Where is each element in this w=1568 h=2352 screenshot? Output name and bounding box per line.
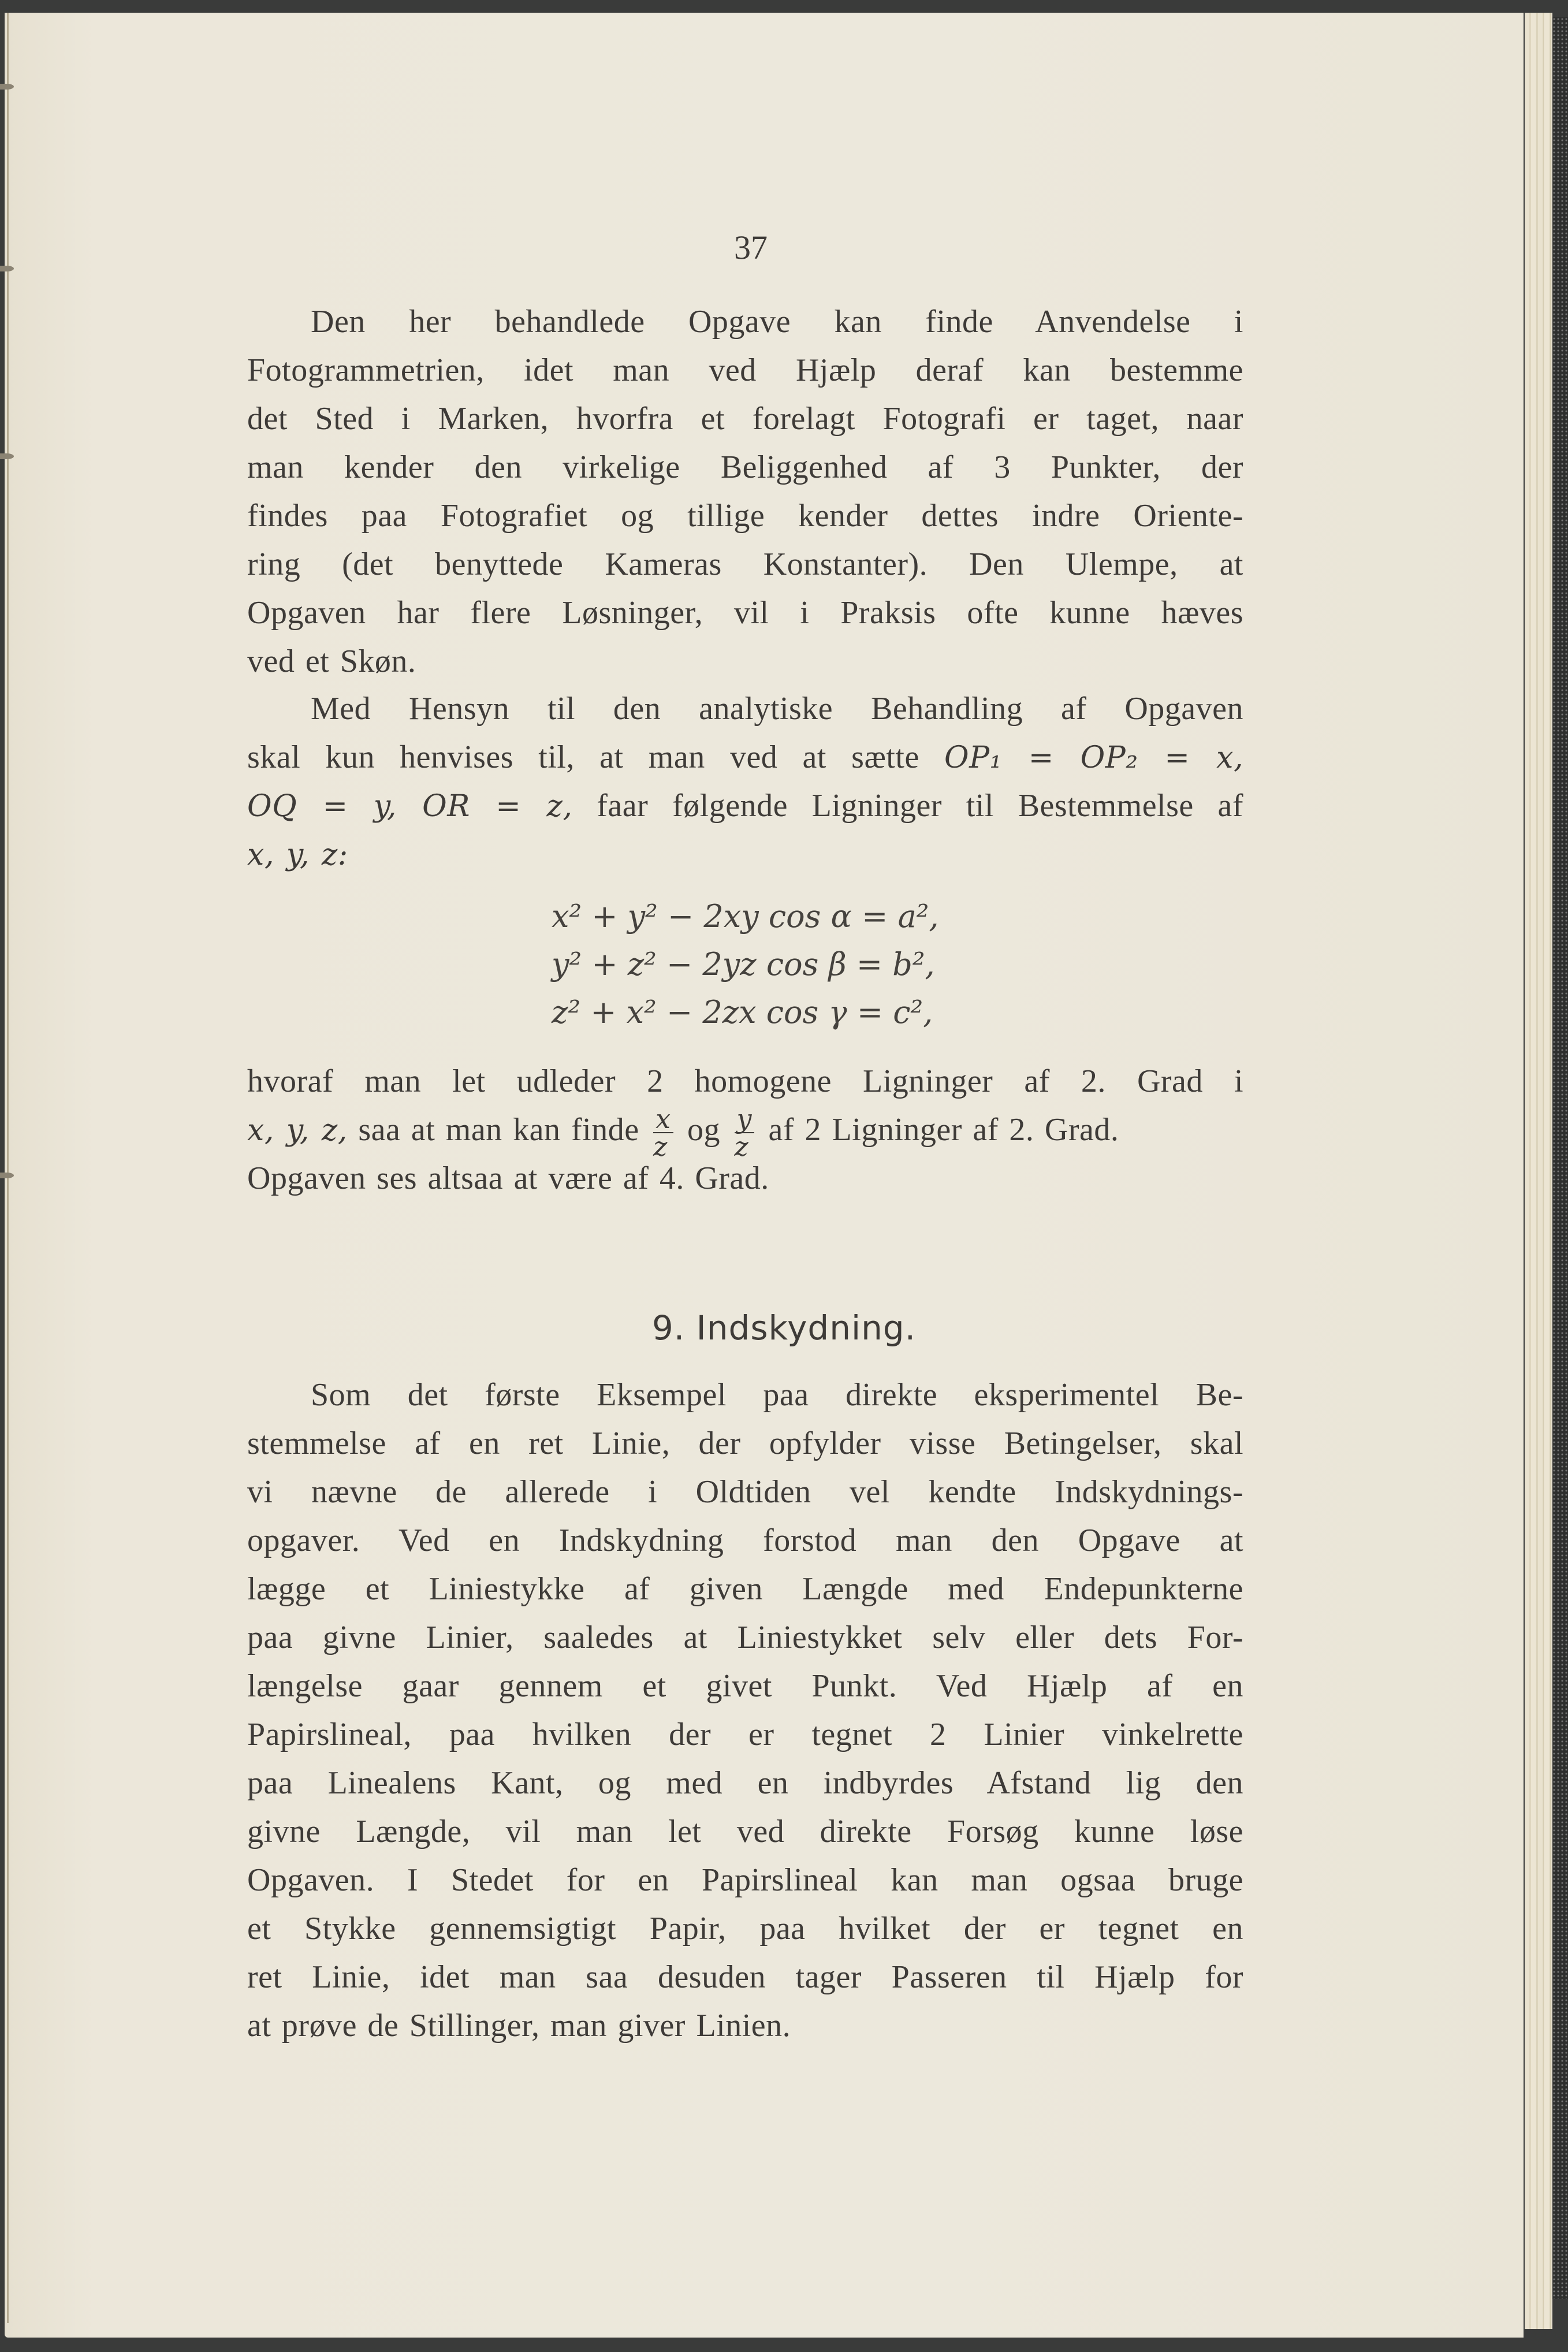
text-line: Med Hensyn til den analytiske Behandling af Opgaven xyxy=(311,691,1243,727)
page-tab-mark xyxy=(0,1173,14,1178)
text-line: paa Linealens Kant, og med en indbyrdes Afstand lig den xyxy=(247,1765,1243,1801)
text-run: skal kun henvises til, at man ved at sætte xyxy=(247,739,919,775)
page-tab-mark xyxy=(0,453,14,459)
math-expression: OQ = y, OR = z, xyxy=(247,789,573,824)
text-line: Som det første Eksempel paa direkte eksperimentel Be- xyxy=(311,1377,1243,1413)
paragraph-3 xyxy=(247,1057,1243,1203)
fraction-denominator: z xyxy=(653,1131,668,1163)
text-line: ring (det benyttede Kameras Konstanter). Den Ulempe, at xyxy=(247,546,1243,582)
text-line: givne Længde, vil man let ved direkte Forsøg kunne løse xyxy=(247,1814,1243,1849)
math-expression: OP₁ = OP₂ = x, xyxy=(944,740,1244,775)
text-line: at prøve de Stillinger, man giver Linien. xyxy=(247,2008,791,2044)
text-line: paa givne Linier, saaledes at Liniestykket selv eller dets For- xyxy=(247,1620,1243,1655)
math-expression: x, y, z, xyxy=(247,1113,348,1148)
paragraph-1 xyxy=(247,297,1243,686)
text-line: Fotogrammetrien, idet man ved Hjælp deraf kan bestemme xyxy=(247,352,1243,388)
text-line: det Sted i Marken, hvorfra et forelagt Fotografi er taget, naar xyxy=(247,401,1243,437)
page-edges xyxy=(1525,13,1552,2329)
text-line: et Stykke gennemsigtigt Papir, paa hvilket der er tegnet en xyxy=(247,1911,1243,1947)
text-line: hvoraf man let udleder 2 homogene Ligninger af 2. Grad i xyxy=(247,1063,1243,1099)
section-heading: 9. Indskydning. xyxy=(651,1308,917,1348)
fraction-numerator: x xyxy=(653,1106,673,1133)
text-line: ret Linie, idet man saa desuden tager Passeren til Hjælp for xyxy=(247,1959,1243,1995)
text-line xyxy=(247,733,1243,781)
fraction-denominator: z xyxy=(734,1131,749,1163)
text-line: stemmelse af en ret Linie, der opfylder visse Betingelser, skal xyxy=(247,1426,1243,1461)
fraction-x-over-z xyxy=(653,1103,673,1163)
fraction-y-over-z xyxy=(734,1103,755,1163)
text-line: Opgaven. I Stedet for en Papirslineal kan man ogsaa bruge xyxy=(247,1862,1243,1898)
equation: y² + z² − 2yz cos β = b², xyxy=(552,946,935,983)
text-line: Opgaven har flere Løsninger, vil i Praksis ofte kunne hæves xyxy=(247,595,1243,631)
text-line: Opgaven ses altsaa at være af 4. Grad. xyxy=(247,1160,769,1196)
text-run: faar følgende Ligninger til Bestemmelse af xyxy=(597,788,1244,824)
text-line: vi nævne de allerede i Oldtiden vel kendte Indskydnings- xyxy=(247,1474,1243,1510)
text-run: af 2 Ligninger af 2. Grad. xyxy=(768,1112,1119,1148)
text-line: lægge et Liniestykke af given Længde med Endepunkterne xyxy=(247,1571,1243,1607)
text-line: ved et Skøn. xyxy=(247,643,416,679)
math-expression: x, y, z: xyxy=(247,838,348,872)
text-line: opgaver. Ved en Indskydning forstod man den Opgave at xyxy=(247,1523,1243,1558)
text-line xyxy=(247,830,1243,879)
text-line: Papirslineal, paa hvilken der er tegnet 2 Linier vinkelrette xyxy=(247,1717,1243,1752)
equation-block xyxy=(552,892,939,1036)
paragraph-2 xyxy=(247,684,1243,879)
gutter-line xyxy=(7,13,9,2323)
text-line: findes paa Fotografiet og tillige kender dettes indre Oriente- xyxy=(247,498,1243,534)
text-line: længelse gaar gennem et givet Punkt. Ved Hjælp af en xyxy=(247,1668,1243,1704)
page-tab-mark xyxy=(0,84,14,90)
text-line: Den her behandlede Opgave kan finde Anvendelse i xyxy=(311,304,1243,340)
text-line xyxy=(247,1103,1243,1163)
page-number: 37 xyxy=(734,229,768,266)
text-line: man kender den virkelige Beliggenhed af 3 Punkter, der xyxy=(247,449,1243,485)
text-run: saa at man kan finde xyxy=(358,1112,639,1148)
equation: x² + y² − 2xy cos α = a², xyxy=(552,898,939,935)
book-binding xyxy=(1552,17,1568,2299)
page-tab-mark xyxy=(0,266,14,271)
equation: z² + x² − 2zx cos γ = c², xyxy=(552,994,933,1030)
text-line xyxy=(247,781,1243,830)
fraction-numerator: y xyxy=(735,1106,755,1133)
text-run: og xyxy=(687,1112,721,1148)
paragraph-4 xyxy=(247,1371,1243,2050)
